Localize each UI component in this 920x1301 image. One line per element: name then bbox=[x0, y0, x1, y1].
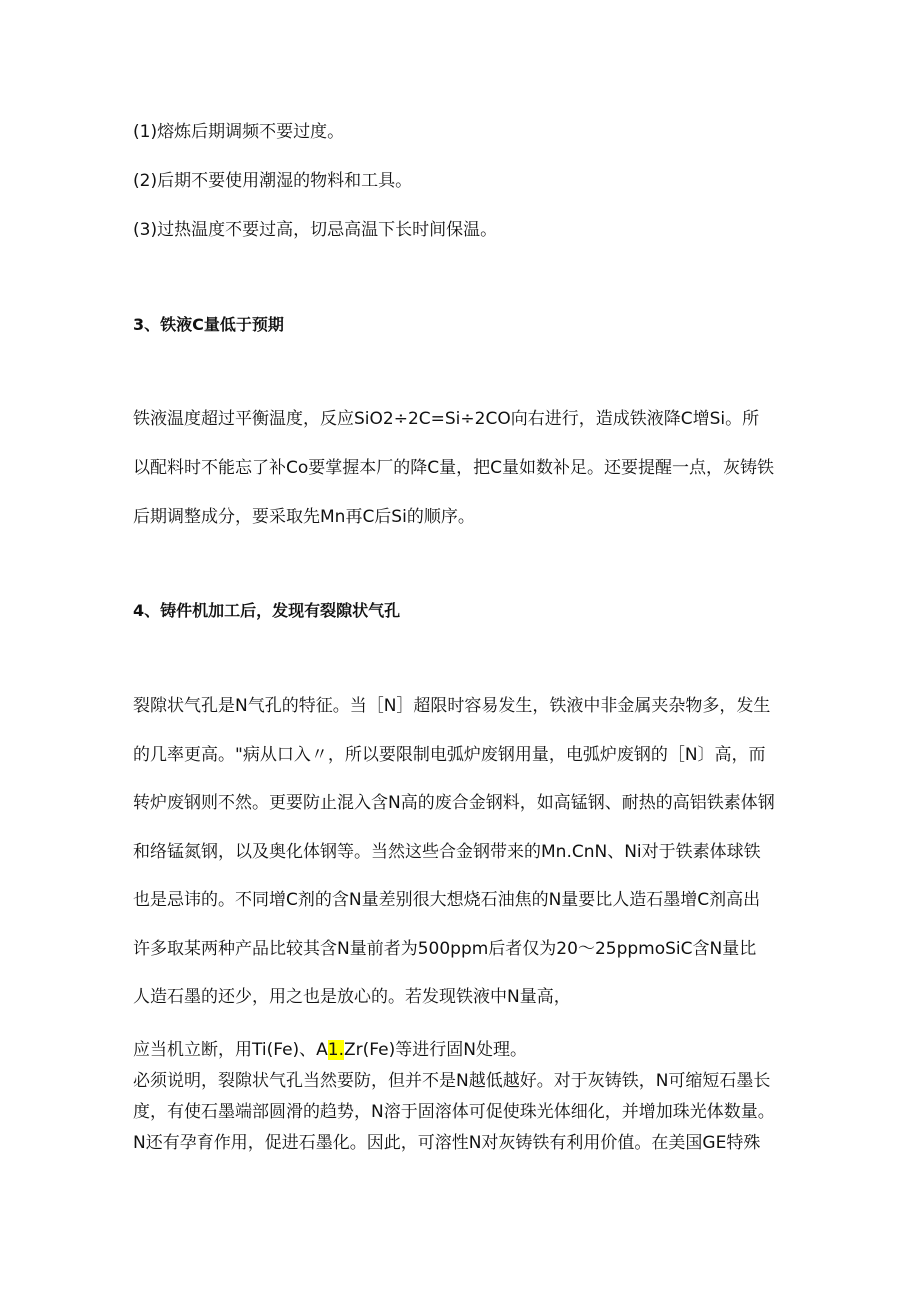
paragraph-line: 许多取某两种产品比较其含N量前者为500ppm后者仅为20～25ppmoSiC含N量比 bbox=[133, 939, 757, 959]
highlighted-text: 1. bbox=[327, 1040, 345, 1060]
section-heading: 4、铸件机加工后，发现有裂隙状气孔 bbox=[133, 601, 401, 620]
list-item: (2)后期不要使用潮湿的物料和工具。 bbox=[133, 171, 413, 191]
section-heading: 3、铁液C量低于预期 bbox=[133, 315, 284, 334]
paragraph-line: 铁液温度超过平衡温度，反应SiO2÷2C=Si÷2CO向右进行，造成铁液降C增Si。所 bbox=[133, 409, 760, 429]
paragraph-line: 转炉废钢则不然。更要防止混入含N高的废合金钢料，如高锰钢、耐热的高铝铁素体钢 bbox=[133, 793, 775, 813]
paragraph-line: 的几率更高。"病从口入〃，所以要限制电弧炉废钢用量，电弧炉废钢的［N〕高，而 bbox=[133, 745, 766, 765]
paragraph-line: 和络锰氮钢，以及奥化体钢等。当然这些合金钢带来的Mn.CnN、Ni对于铁素体球铁 bbox=[133, 842, 761, 862]
treatment-line bbox=[133, 1042, 527, 1059]
paragraph-line: 度，有使石墨端部圆滑的趋势，N溶于固溶体可促使珠光体细化，并增加珠光体数量。 bbox=[133, 1102, 775, 1122]
paragraph-line: 也是忌讳的。不同增C剂的含N量差别很大想烧石油焦的N量要比人造石墨增C剂高出 bbox=[133, 890, 761, 910]
treatment-text-after: Zr(Fe)等进行固N处理。 bbox=[344, 1040, 527, 1060]
list-item: (1)熔炼后期调频不要过度。 bbox=[133, 122, 345, 142]
paragraph-line: 人造石墨的还少，用之也是放心的。若发现铁液中N量高， bbox=[133, 987, 571, 1007]
paragraph-line: 后期调整成分，要采取先Mn再C后Si的顺序。 bbox=[133, 507, 475, 527]
paragraph-line: N还有孕育作用，促进石墨化。因此，可溶性N对灰铸铁有利用价值。在美国GE特殊 bbox=[133, 1133, 761, 1153]
paragraph-line: 必须说明，裂隙状气孔当然要防，但并不是N越低越好。对于灰铸铁，N可缩短石墨长 bbox=[133, 1071, 771, 1091]
paragraph-line: 以配料时不能忘了补Co要掌握本厂的降C量，把C量如数补足。还要提醒一点，灰铸铁 bbox=[133, 458, 775, 478]
treatment-text-before: 应当机立断，用Ti(Fe)、A bbox=[133, 1040, 328, 1060]
paragraph-line: 裂隙状气孔是N气孔的特征。当［N］超限时容易发生，铁液中非金属夹杂物多，发生 bbox=[133, 696, 771, 716]
list-item: (3)过热温度不要过高，切忌高温下长时间保温。 bbox=[133, 220, 498, 240]
